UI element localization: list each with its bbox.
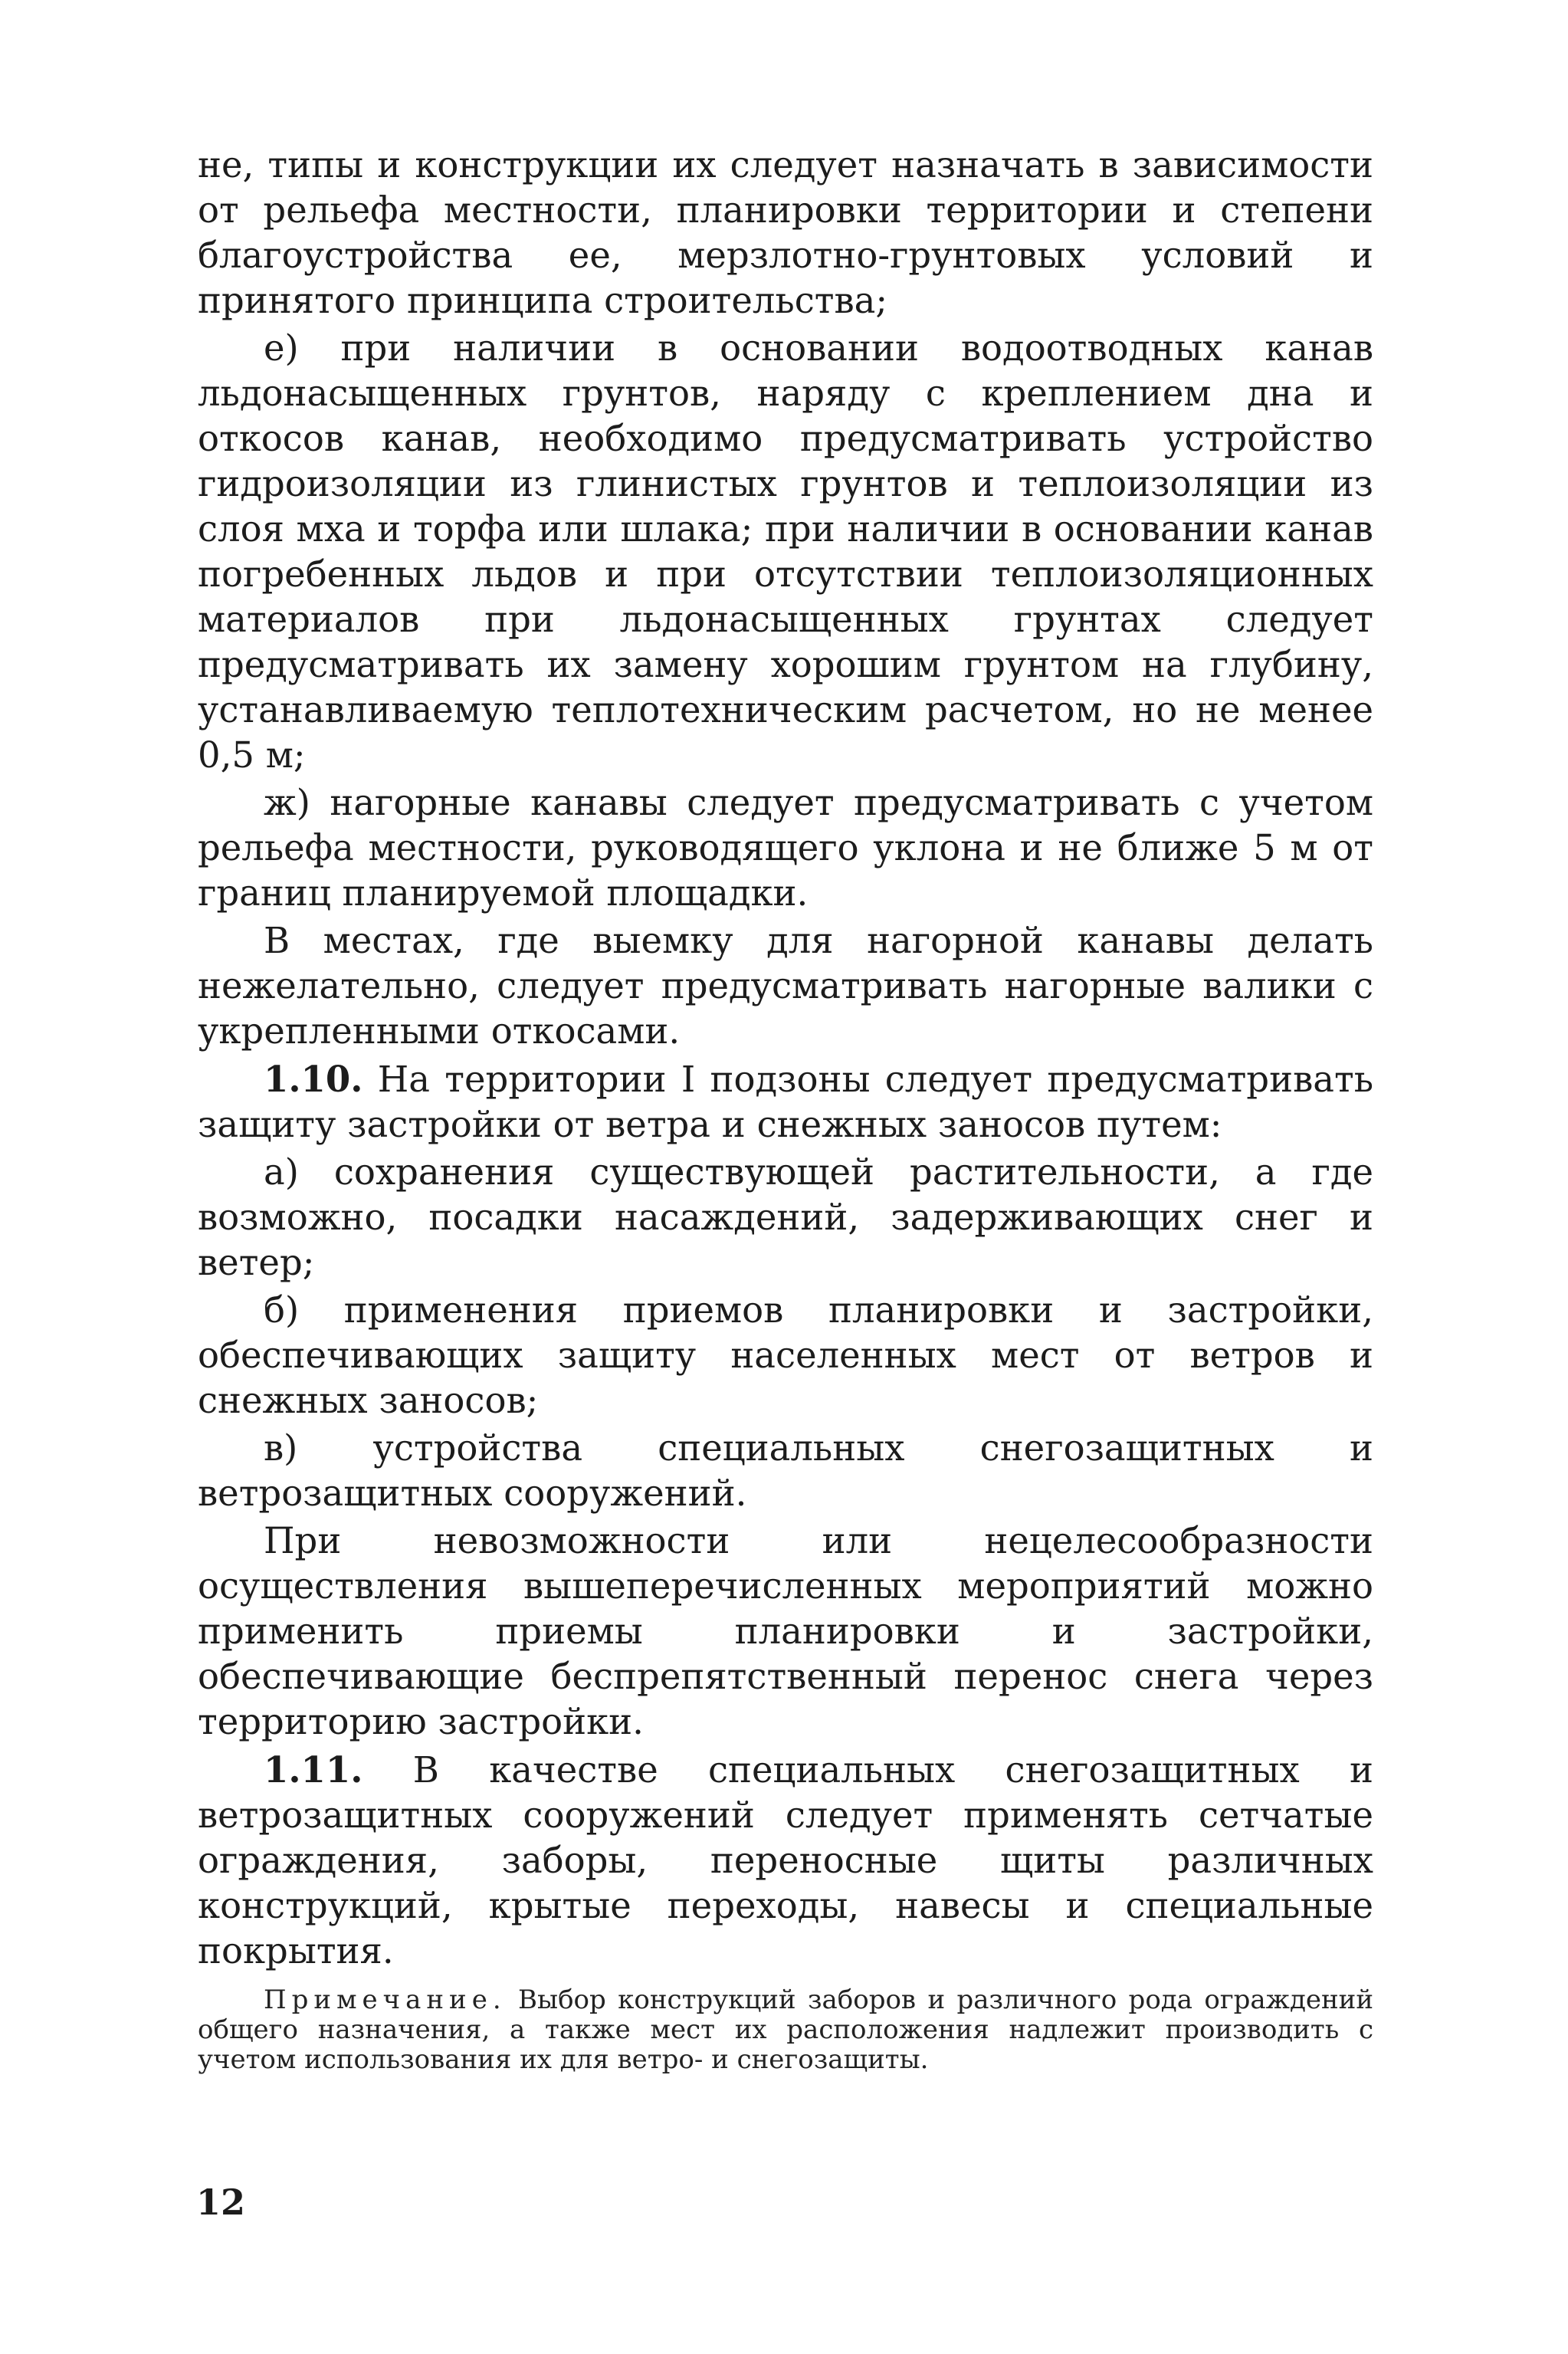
paragraph-item-b: б) применения приемов планировки и застройки, обеспечивающих защиту населенных мест от ветров и снежных заносов; xyxy=(198,1289,1373,1421)
paragraph-continuation: не, типы и конструкции их следует назначать в зависимости от рельефа местности, планировки территории и степени благоустройства ее, мерзлотно-грунтовых условий и принятого принципа строительства; xyxy=(198,144,1373,321)
clause-1-11 xyxy=(198,1747,1373,1974)
clause-text: На территории I подзоны следует предусматривать защиту застройки от ветра и снежных заносов путем: xyxy=(198,1059,1374,1145)
note-text: Выбор конструкций заборов и различного рода ограждений общего назначения, а также мест их расположения надлежит производить с учетом использования их для ветро- и снегозащиты. xyxy=(198,1985,1373,2075)
footnote xyxy=(198,1985,1373,2075)
page-number: 12 xyxy=(196,2182,246,2223)
body-text xyxy=(198,143,1373,1976)
paragraph-item-a: а) сохранения существующей растительности, а где возможно, посадки насаждений, задерживающих снег и ветер; xyxy=(198,1151,1373,1283)
clause-number: 1.10. xyxy=(264,1058,363,1100)
paragraph-alternative-measures: При невозможности или нецелесообразности осуществления вышеперечисленных мероприятий можно применить приемы планировки и застройки, обеспечивающие беспрепятственный перенос снега через территорию застройки. xyxy=(198,1520,1373,1742)
paragraph-item-zh: ж) нагорные канавы следует предусматривать с учетом рельефа местности, руководящего уклона и не ближе 5 м от границ планируемой площадки. xyxy=(198,782,1373,914)
note-label: Примечание. xyxy=(264,1985,507,2015)
clause-1-10 xyxy=(198,1056,1373,1147)
paragraph-item-e: е) при наличии в основании водоотводных канав льдонасыщенных грунтов, наряду с креплением дна и откосов канав, необходимо предусматривать устройство гидроизоляции из глинистых грунтов и теплоизоляции из слоя мха и торфа или шлака; при наличии в основании канав погребенных льдов и при отсутствии теплоизоляционных материалов при льдонасыщенных грунтах следует предусматривать их замену хорошим грунтом на глубину, устанавливаемую теплотехническим расчетом, но не менее 0,5 м; xyxy=(198,327,1373,776)
paragraph-item-v: в) устройства специальных снегозащитных и ветрозащитных сооружений. xyxy=(198,1427,1373,1514)
clause-number: 1.11. xyxy=(264,1748,363,1791)
paragraph-upland-ridges: В местах, где выемку для нагорной канавы делать нежелательно, следует предусматривать нагорные валики с укрепленными откосами. xyxy=(198,920,1373,1052)
clause-text: В качестве специальных снегозащитных и ветрозащитных сооружений следует применять сетчатые ограждения, заборы, переносные щиты различных конструкций, крытые переходы, навесы и специальные покрытия. xyxy=(198,1749,1373,1972)
